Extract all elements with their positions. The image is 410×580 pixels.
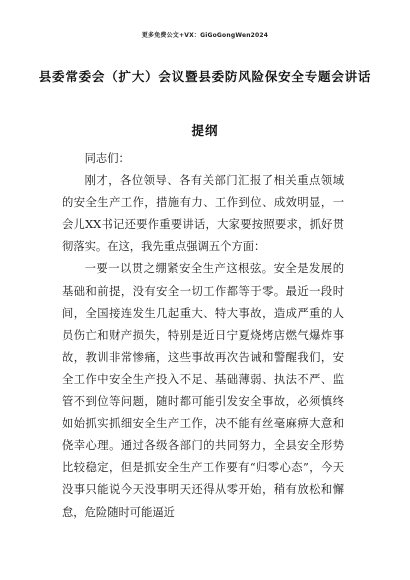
paragraph: 刚才，各位领导、各有关部门汇报了相关重点领域的安全生产工作，措施有力、工作到位、成效明显，一会儿XX书记还要作重要讲话，大家要按照要求，抓好贯彻落实。在这，我先重点强调五个方面： <box>62 174 344 254</box>
paragraph: 一要一以贯之绷紧安全生产这根弦。安全是发展的基础和前提，没有安全一切工作都等于零。最近一段时间，全国接连发生几起重大、特大事故，造成严重的人员伤亡和财产损失，特别是近日宁夏烧烤店燃气爆炸事故，教训非常惨痛，这些事故再次告诫和警醒我们，安全工作中安全生产投入不足、基础薄弱、执法不严、监管不到位等问题，随时都可能引发安全事故，必须慎终如始抓实抓细安全生产工作，决不能有丝毫麻痹大意和侥幸心理。通过各级各部门的共同努力，全县安全形势比较稳定，但是抓安全生产工作要有“归零心态”，今天没事只能说今天没事明天还得从零开始，稍有放松和懈怠，危险随时可能逼近 <box>62 262 344 519</box>
header-note: 更多免费公文+VX：GiGoGongWen2024 <box>141 32 269 39</box>
document-title: 县委常委会（扩大）会议暨县委防风险保安全专题会讲话 <box>38 69 372 84</box>
salutation: 同志们： <box>84 152 130 165</box>
document-body <box>62 148 344 524</box>
document-subtitle: 提纲 <box>191 123 219 138</box>
